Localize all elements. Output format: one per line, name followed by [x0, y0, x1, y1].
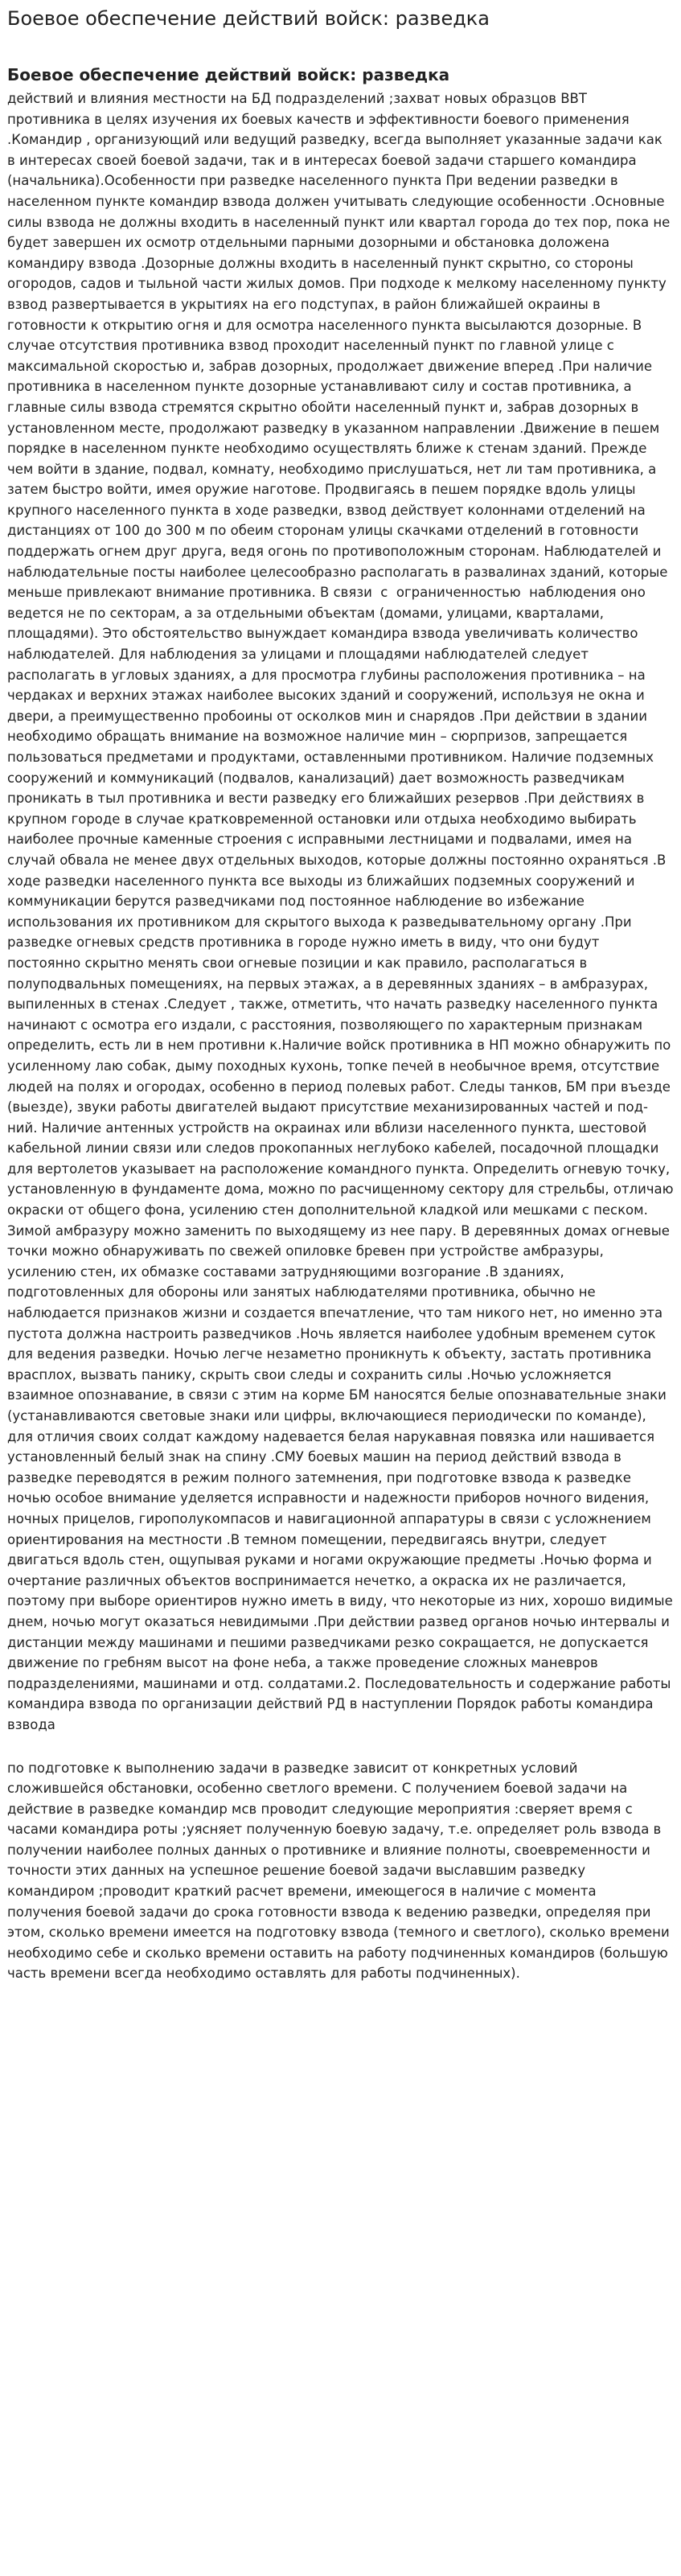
page-title: Боевое обеспечение действий войск: разведка — [7, 7, 490, 30]
article-heading: Боевое обеспечение действий войск: разведка — [7, 65, 450, 84]
article-paragraph-2: по подготовке к выполнению задачи в разведке зависит от конкретных условий сложившейся обстановки, особенно светлого времени. С получением боевой задачи на действие в разведке командир мсв проводит следующие мероприятия :сверяет время с часами командира роты ;уясняет полученную боевую задачу, т.е. определяет роль взвода в получении наиболее полных данных о противнике и влияние полноты, своевременности и точности этих данных на успешное решение боевой задачи выславшим разведку командиром ;проводит краткий расчет времени, имеющегося в наличие с момента получения боевой задачи до срока готовности взвода к ведению разведки, определяя при этом, сколько времени имеется на подготовку взвода (темного и светлого), сколько времени необходимо себе и сколько времени оставить на работу подчиненных командиров (большую часть времени всегда необходимо оставлять для работы подчиненных). — [7, 1760, 674, 1982]
article-paragraph-1: действий и влияния местности на БД подразделений ;захват новых образцов ВВТ противника в целях изучения их боевых качеств и эффективности боевого применения .Командир , организующий или ведущий разведку, всегда выполняет указанные задачи как в интересах своей боевой задачи, так и в интересах боевой задачи старшего командира (начальника).Особенности при разведке населенного пункта При ведении разведки в населенном пункте командир взвода должен учитывать следующие особенности .Основные силы взвода не должны входить в населенный пункт или квартал города до тех пор, пока не будет завершен их осмотр отдельными парными дозорными и обстановка доложена командиру взвода .Дозорные должны входить в населенный пункт скрытно, со стороны огородов, садов и тыльной части жилых домов. При подходе к мелкому населенному пункту взвод развертывается в укрытиях на его подступах, в район ближайшей окраины в готовности к открытию огня и для осмотра населенного пункта высылаются дозорные. В случае отсутствия противника взвод проходит населенный пункт по главной улице с максимальной скоростью и, забрав дозорных, продолжает движение вперед .При наличие противника в населенном пункте дозорные устанавливают силу и состав противника, а главные силы взвода стремятся скрытно обойти населенный пункт и, забрав дозорных в установленном месте, продолжают разведку в указанном направлении .Движение в пешем порядке в населенном пункте необходимо осуществлять ближе к стенам зданий. Прежде чем войти в здание, подвал, комнату, необходимо прислушаться, нет ли там противника, а затем быстро войти, имея оружие наготове. Продвигаясь в пешем порядке вдоль улицы крупного населенного пункта в ходе разведки, взвод действует колоннами отделений на дистанциях от 100 до 300 м по обеим сторонам улицы скачками отделений в готовности поддержать огнем друг друга, ведя огонь по противоположным сторонам. Наблюдателей и наблюдательные посты наиболее целесообразно располагать в развалинах зданий, которые меньше привлекают внимание противника. В связи с ограниченностью наблюдения оно ведется не по секторам, а за отдельными объектам (домами, улицами, кварталами, площадями). Это обстоятельство вынуждает командира взвода увеличивать количество наблюдателей. Для наблюдения за улицами и площадями наблюдателей следует располагать в угловых зданиях, а для просмотра глубины расположения противника – на чердаках и верхних этажах наиболее высоких зданий и сооружений, используя не окна и двери, а преимущественно пробоины от осколков мин и снарядов .При действии в здании необходимо обращать внимание на возможное наличие мин – сюрпризов, запрещается пользоваться предметами и продуктами, оставленными противником. Наличие подземных сооружений и коммуникаций (подвалов, канализаций) дает возможность разведчикам проникать в тыл противника и вести разведку его ближайших резервов .При действиях в крупном городе в случае кратковременной остановки или отдыха необходимо выбирать наиболее прочные каменные строения с исправными лестницами и подвалами, имея на случай обвала не менее двух отдельных выходов, которые должны постоянно охраняться .В ходе разведки населенного пункта все выходы из ближайших подземных сооружений и коммуникации берутся разведчиками под постоянное наблюдение во избежание использования их противником для скрытого выхода к разведывательному органу .При разведке огневых средств противника в городе нужно иметь в виду, что они будут постоянно скрытно менять свои огневые позиции и как правило, располагаться в полуподвальных помещениях, на первых этажах, а в деревянных зданиях – в амбразурах, выпиленных в стенах .Следует , также, отметить, что начать разведку населенного пункта начинают с осмотра его издали, с расстояния, позволяющего по характерным признакам определить, есть ли в нем противни к.Наличие войск противника в НП можно обнаружить по усиленному лаю собак, дыму походных кухонь, топке печей в необычное время, отсутствие людей на полях и огородах, особенно в период полевых работ. Следы танков, БМ при въезде (выезде), звуки работы двигателей выдают присутствие механизированных частей и под-ний. Наличие антенных устройств на окраинах или вблизи населенного пункта, шестовой кабельной линии связи или следов прокопанных неглубоко кабелей, посадочной площадки для вертолетов указывает на расположение командного пункта. Определить огневую точку, установленную в фундаменте дома, можно по расчищенному сектору для стрельбы, отличаю окраски от общего фона, усилению стен дополнительной кладкой или мешками с песком. Зимой амбразуру можно заменить по выходящему из нее пару. В деревянных домах огневые точки можно обнаруживать по свежей опиловке бревен при устройстве амбразуры, усилению стен, их обмазке составами затрудняющими возгорание .В зданиях, подготовленных для обороны или занятых наблюдателями противника, обычно не наблюдается признаков жизни и создается впечатление, что там никого нет, но именно эта пустота должна настроить разведчиков .Ночь является наиболее удобным временем суток для ведения разведки. Ночью легче незаметно проникнуть к объекту, застать противника врасплох, вызвать панику, скрыть свои следы и сохранить силы .Ночью усложняется взаимное опознавание, в связи с этим на корме БМ наносятся белые опознавательные знаки (устанавливаются световые знаки или цифры, включающиеся периодически по команде), для отличия своих солдат каждому надевается белая нарукавная повязка или нашивается установленный белый знак на спину .СМУ боевых машин на период действий взвода в разведке переводятся в режим полного затемнения, при подготовке взвода к разведке ночью особое внимание уделяется исправности и надежности приборов ночного видения, ночных прицелов, гирополукомпасов и навигационной аппаратуры в связи с усложнением ориентирования на местности .В темном помещении, передвигаясь внутри, следует двигаться вдоль стен, ощупывая руками и ногами окружающие предметы .Ночью форма и очертание различных объектов воспринимается нечетко, а окраска их не различается, поэтому при выборе ориентиров нужно иметь в виду, что некоторые из них, хорошо видимые днем, ночью могут оказаться невидимыми .При действии развед органов ночью интервалы и дистанции между машинами и пешими разведчиками резко сокращается, не допускается движение по гребням высот на фоне неба, а также проведение сложных маневров подразделениями, машинами и отд. солдатами.2. Последовательность и содержание работы командира взвода по организации действий РД в наступлении Порядок работы командира взвода — [7, 91, 678, 1732]
